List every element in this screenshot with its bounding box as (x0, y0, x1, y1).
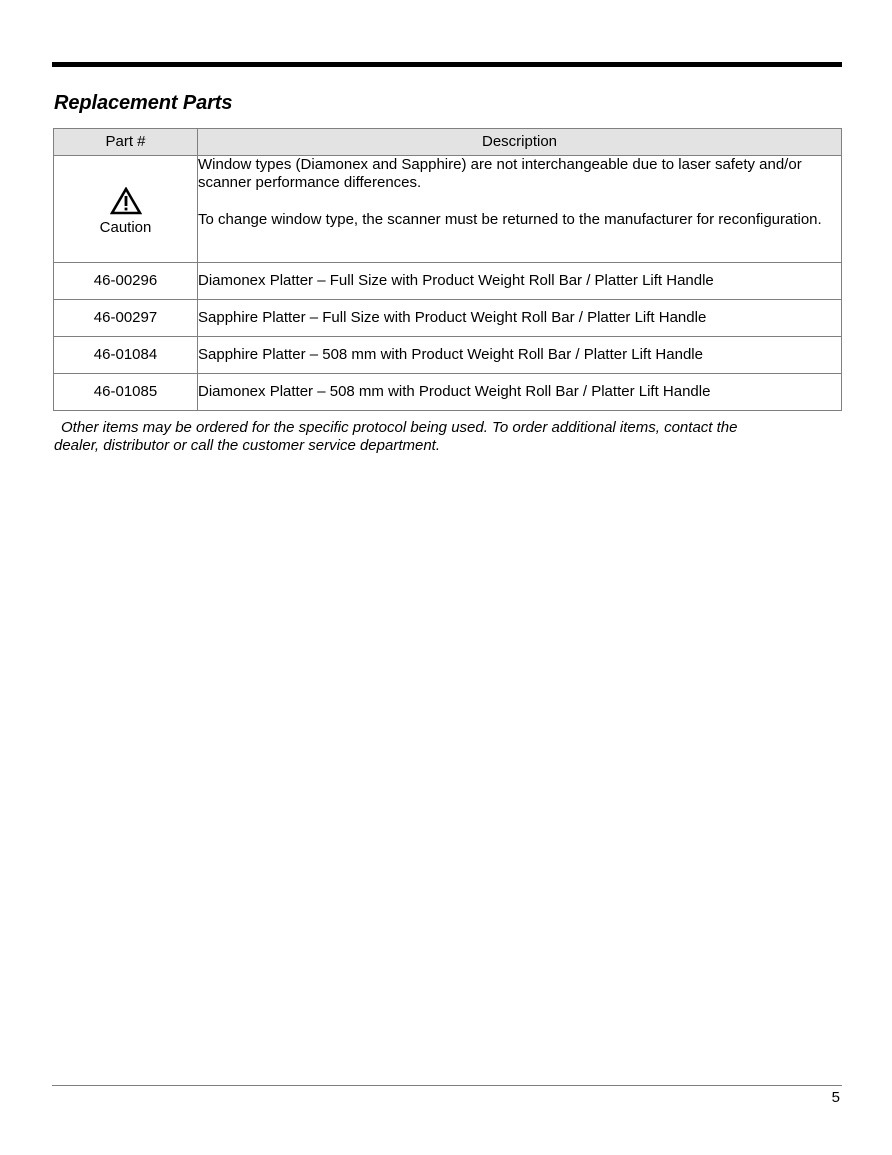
top-rule (52, 62, 842, 67)
table-row (54, 374, 842, 411)
part-number-cell: 46-01085 (54, 374, 198, 411)
caution-label: Caution (99, 219, 152, 236)
description-cell: Sapphire Platter – Full Size with Product Weight Roll Bar / Platter Lift Handle (198, 300, 842, 337)
caution-description (198, 156, 842, 263)
caution-cell (54, 156, 198, 263)
section-title: Replacement Parts (54, 92, 233, 114)
part-number-cell: 46-00297 (54, 300, 198, 337)
description-header: Description (198, 129, 842, 156)
ordering-note-line: dealer, distributor or call the customer service department. (54, 437, 441, 454)
table-row (54, 263, 842, 300)
table-header-row (54, 129, 842, 156)
description-cell: Diamonex Platter – 508 mm with Product Weight Roll Bar / Platter Lift Handle (198, 374, 842, 411)
caution-row (54, 156, 842, 263)
warning-triangle-icon (110, 187, 142, 215)
page-number: 5 (831, 1089, 840, 1106)
ordering-note-line: Other items may be ordered for the specific protocol being used. To order additional items, contact the (61, 419, 738, 436)
description-cell: Sapphire Platter – 508 mm with Product Weight Roll Bar / Platter Lift Handle (198, 337, 842, 374)
footer-rule (52, 1085, 842, 1086)
description-cell: Diamonex Platter – Full Size with Product Weight Roll Bar / Platter Lift Handle (198, 263, 842, 300)
replacement-parts-table (53, 128, 842, 411)
part-number-cell: 46-01084 (54, 337, 198, 374)
table-row (54, 300, 842, 337)
part-number-cell: 46-00296 (54, 263, 198, 300)
ordering-note (54, 419, 834, 455)
caution-paragraph: To change window type, the scanner must be returned to the manufacturer for reconfiguration. (198, 211, 822, 228)
table-row (54, 337, 842, 374)
caution-paragraph: Window types (Diamonex and Sapphire) are not interchangeable due to laser safety and/or scanner performance differences. (198, 156, 802, 191)
part-number-header: Part # (54, 129, 198, 156)
